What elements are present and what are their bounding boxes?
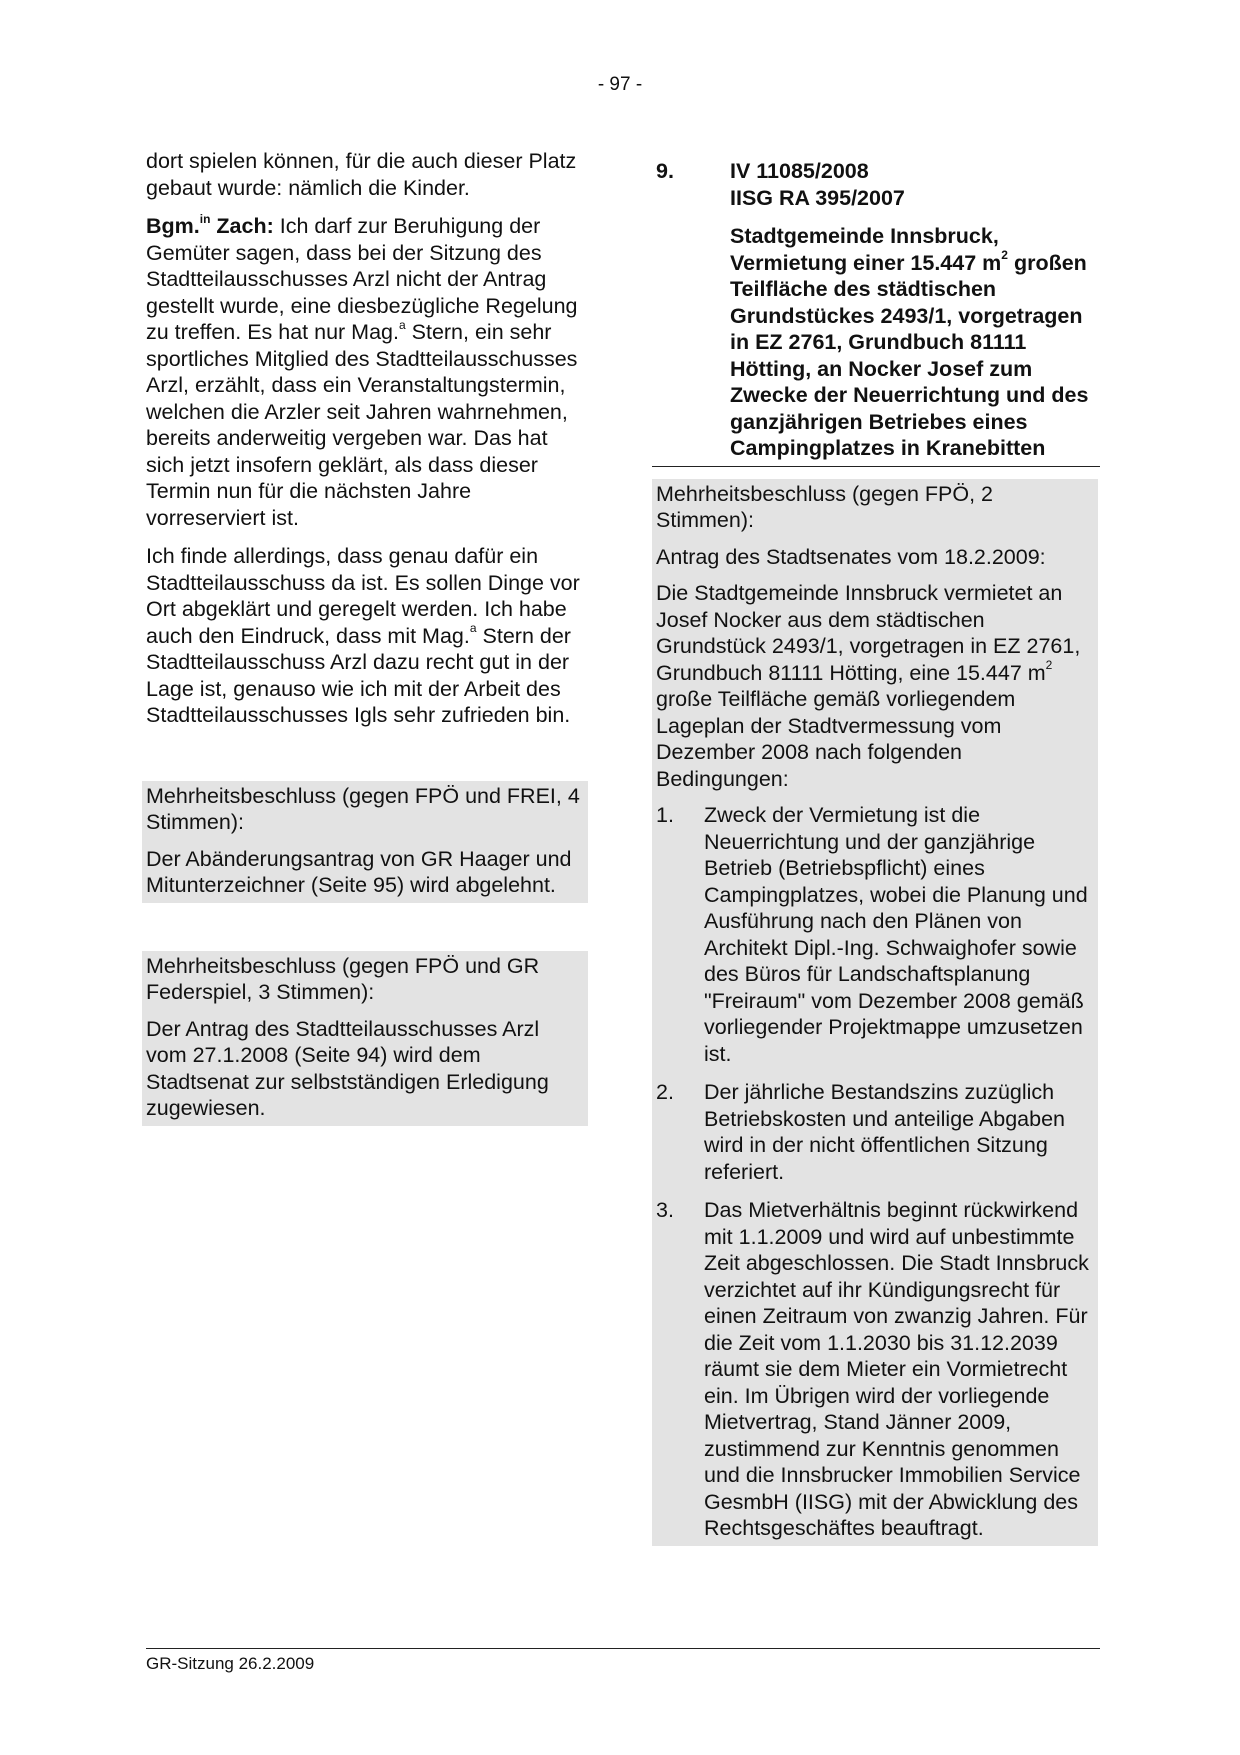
condition-text: Das Mietverhältnis beginnt rückwirkend mit 1.1.2009 und wird auf unbestimmte Zeit abgeschlossen. Die Stadt Innsbruck verzichtet auf ihr Kündigungsrecht für einen Zeitraum von zwanzig Jahren. Für die Zeit vom 1.1.2030 bis 31.12.2039 räumt sie dem Mieter ein Vormietrecht ein. Im Übrigen wird der vorliegende Mietvertrag, Stand Jänner 2009, zustimmend zur Kenntnis genommen und die Innsbrucker Immobilien Service GesmbH (IISG) mit der Abwicklung des Rechtsgeschäftes beauftragt.	[704, 1198, 1089, 1540]
divider	[652, 466, 1100, 467]
paragraph: Ich finde allerdings, dass genau dafür ein Stadtteilausschuss da ist. Es sollen Dinge vor Ort abgeklärt und geregelt werden. Ich habe auch den Eindruck, dass mit Mag.$^a$ Stern der Stadtteilausschuss Arzl dazu recht gut in der Lage ist, genauso wie ich mit der Arbeit des Stadtteilausschusses Igls sehr zufrieden bin.	[146, 544, 580, 727]
resolution-text: Der Abänderungsantrag von GR Haager und Mitunterzeichner (Seite 95) wird abgelehnt.	[146, 846, 572, 897]
reference-number: IV 11085/2008	[730, 159, 869, 183]
resolution-heading: Mehrheitsbeschluss (gegen FPÖ und FREI, 4 Stimmen):	[146, 783, 580, 834]
condition-item	[656, 802, 1094, 1067]
speaker-label: Bgm.$^{in}$ Zach:	[146, 211, 274, 238]
resolution-box	[142, 951, 588, 1126]
reference-number: IISG RA 395/2007	[730, 185, 905, 210]
condition-number: 2.	[656, 1080, 674, 1104]
condition-text: Der jährliche Bestandszins zuzüglich Betriebskosten und anteilige Abgaben wird in der nicht öffentlichen Sitzung referiert.	[704, 1080, 1065, 1184]
condition-number: 3.	[656, 1198, 674, 1222]
agenda-item-number: 9.	[656, 159, 674, 183]
condition-item	[656, 1197, 1094, 1542]
left-column	[146, 148, 588, 1126]
condition-item	[656, 1079, 1094, 1185]
footer-divider	[146, 1648, 1100, 1649]
resolution-heading: Mehrheitsbeschluss (gegen FPÖ, 2 Stimmen):	[656, 481, 993, 532]
right-column	[656, 158, 1098, 1546]
resolution-text: Die Stadtgemeinde Innsbruck vermietet an Josef Nocker aus dem städtischen Grundstück 2493/1, vorgetragen in EZ 2761, Grundbuch 81111 Hötting, eine 15.447 $m^2$ große Teilfläche gemäß vorliegendem Lageplan der Stadtvermessung vom Dezember 2008 nach folgenden Bedingungen:	[656, 581, 1081, 791]
motion-title: Antrag des Stadtsenates vom 18.2.2009:	[656, 544, 1046, 569]
agenda-item-header	[656, 158, 1098, 211]
paragraph-continuation: dort spielen können, für die auch dieser Platz gebaut wurde: nämlich die Kinder.	[146, 149, 577, 200]
agenda-item-title: Stadtgemeinde Innsbruck, Vermietung einer 15.447 $m^2$ großen Teilfläche des städtischen Grundstückes 2493/1, vorgetragen in EZ 2761, Grundbuch 81111 Hötting, an Nocker Josef zum Zwecke der Neuerrichtung und des ganzjährigen Betriebes eines Campingplatzes in Kranebitten	[730, 224, 1089, 460]
condition-text: Zweck der Vermietung ist die Neuerrichtung und der ganzjährige Betrieb (Betriebspflicht) eines Campingplatzes, wobei die Planung und Ausführung nach den Plänen von Architekt Dipl.-Ing. Schwaighofer sowie des Büros für Landschaftsplanung "Freiraum" vom Dezember 2008 gemäß vorliegender Projektmappe umzusetzen ist.	[704, 803, 1088, 1066]
resolution-box	[142, 781, 588, 903]
resolution-heading: Mehrheitsbeschluss (gegen FPÖ und GR Federspiel, 3 Stimmen):	[146, 953, 540, 1004]
condition-number: 1.	[656, 803, 674, 827]
resolution-box	[652, 479, 1098, 1546]
speaker-paragraph: Bgm.$^{in}$ Zach: Ich darf zur Beruhigung der Gemüter sagen, dass bei der Sitzung des Stadtteilausschusses Arzl nicht der Antrag gestellt wurde, eine diesbezügliche Regelung zu treffen. Es hat nur Mag.$^a$ Stern, ein sehr sportliches Mitglied des Stadtteilausschusses Arzl, erzählt, dass ein Veranstaltungstermin, welchen die Arzler seit Jahren wahrnehmen, bereits anderweitig vergeben war. Das hat sich jetzt insofern geklärt, als dass dieser Termin nun für die nächsten Jahre vorreserviert ist.	[146, 211, 578, 530]
page-number: - 97 -	[597, 74, 643, 95]
footer-text: GR-Sitzung 26.2.2009	[146, 1654, 315, 1673]
resolution-text: Der Antrag des Stadtteilausschusses Arzl vom 27.1.2008 (Seite 94) wird dem Stadtsenat zur selbstständigen Erledigung zugewiesen.	[146, 1016, 549, 1120]
